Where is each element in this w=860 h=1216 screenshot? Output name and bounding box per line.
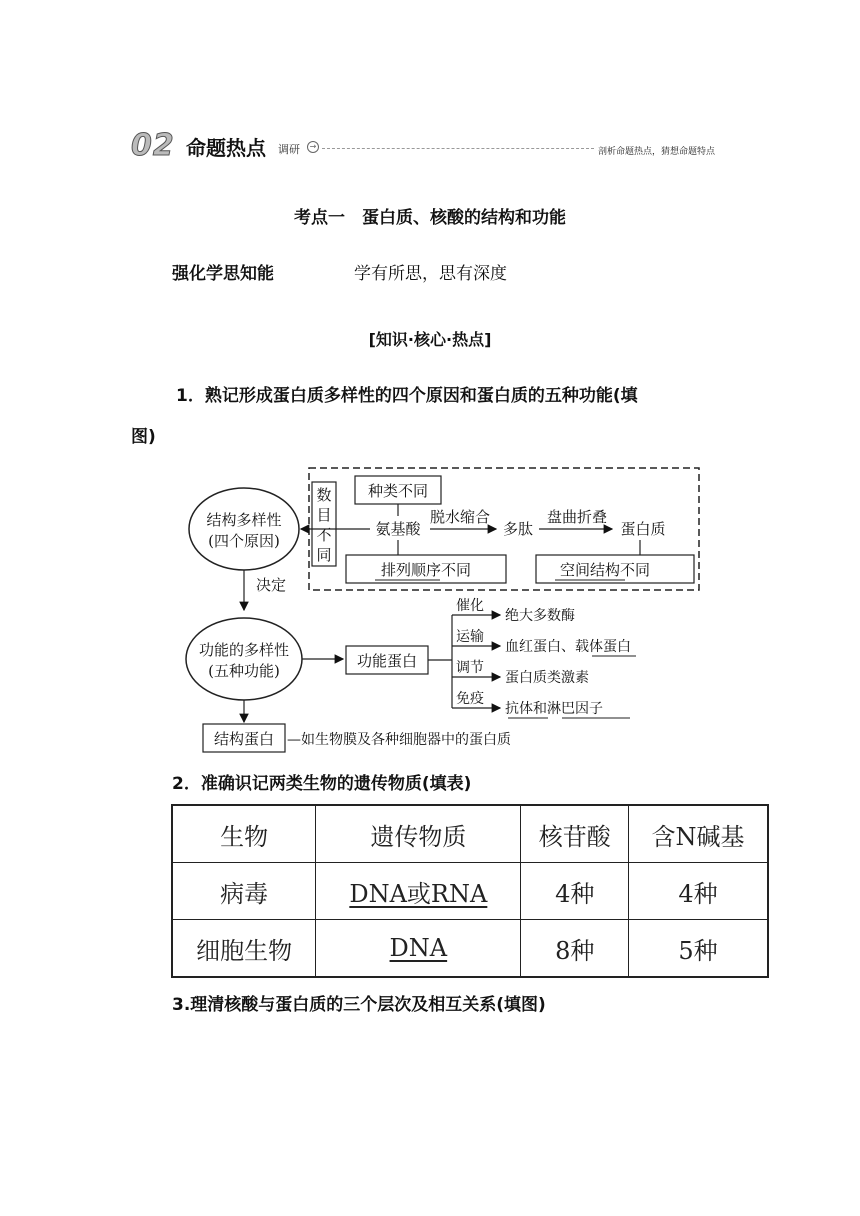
function-transport-label: 运输 xyxy=(456,629,484,645)
structure-diversity-line-1: 结构多样性 xyxy=(206,511,282,529)
table-cell: 5种 xyxy=(629,920,768,978)
banner-title: 命题热点 xyxy=(186,136,266,160)
function-catalysis-result: 绝大多数酶 xyxy=(505,608,575,624)
strength-text: 学有所思，思有深度 xyxy=(354,264,507,284)
genetic-material-table xyxy=(171,804,769,978)
table-cell: 4种 xyxy=(629,863,768,920)
number-diff-char-3: 不 xyxy=(316,526,332,544)
table-cell: 细胞生物 xyxy=(172,920,316,978)
table-row xyxy=(172,920,768,978)
table-header: 核苷酸 xyxy=(521,805,629,863)
protein-label: 蛋白质 xyxy=(620,520,666,538)
order-diff-label: 排列顺序不同 xyxy=(380,561,472,579)
function-regulation-label: 调节 xyxy=(456,660,484,676)
determines-label: 决定 xyxy=(256,576,287,594)
polypeptide-label: 多肽 xyxy=(502,520,534,538)
section-number: 02 xyxy=(131,128,175,163)
knowledge-heading: [知识·核心·热点] xyxy=(368,330,492,349)
arrow-right-icon: → xyxy=(307,141,319,153)
paragraph-1-line-1: 1．熟记形成蛋白质多样性的四个原因和蛋白质的五种功能(填 xyxy=(176,386,638,406)
structure-diversity-line-2: (四个原因) xyxy=(208,532,280,550)
paragraph-3: 3.理清核酸与蛋白质的三个层次及相互关系(填图) xyxy=(172,995,546,1015)
banner-divider xyxy=(322,148,594,149)
function-transport-result: 血红蛋白、载体蛋白 xyxy=(505,639,631,655)
banner-subtitle: 调研 xyxy=(278,143,300,156)
table-row xyxy=(172,863,768,920)
structural-protein-label: 结构蛋白 xyxy=(213,730,275,748)
structural-example: —如生物膜及各种细胞器中的蛋白质 xyxy=(287,732,511,748)
number-diff-char-2: 目 xyxy=(316,506,332,524)
banner-tagline: 剖析命题热点，猜想命题特点 xyxy=(598,147,716,157)
function-diversity-node xyxy=(186,618,302,700)
table-header: 遗传物质 xyxy=(316,805,521,863)
table-cell: DNA或RNA xyxy=(316,863,521,920)
function-regulation-result: 蛋白质类激素 xyxy=(505,670,589,686)
table-cell: 4种 xyxy=(521,863,629,920)
dehydration-label: 脱水缩合 xyxy=(429,508,491,526)
number-diff-char-4: 同 xyxy=(316,546,332,564)
protein-diversity-diagram xyxy=(0,460,860,760)
spatial-diff-label: 空间结构不同 xyxy=(559,561,651,579)
table-header-row xyxy=(172,805,768,863)
table-cell: DNA xyxy=(316,920,521,978)
table-header: 含N碱基 xyxy=(629,805,768,863)
function-catalysis-label: 催化 xyxy=(456,598,484,614)
function-immunity-result: 抗体和淋巴因子 xyxy=(505,701,603,717)
paragraph-2: 2．准确识记两类生物的遗传物质(填表) xyxy=(172,774,472,794)
number-diff-char-1: 数 xyxy=(316,486,332,504)
paragraph-1-line-2: 图) xyxy=(131,427,156,447)
table-cell: 病毒 xyxy=(172,863,316,920)
functional-protein-label: 功能蛋白 xyxy=(356,652,418,670)
folding-label: 盘曲折叠 xyxy=(546,508,608,526)
function-immunity-label: 免疫 xyxy=(456,691,484,707)
function-diversity-line-2: (五种功能) xyxy=(208,662,280,680)
function-diversity-line-1: 功能的多样性 xyxy=(198,641,290,659)
table-cell: 8种 xyxy=(521,920,629,978)
kind-diff-label: 种类不同 xyxy=(367,482,429,500)
table-header: 生物 xyxy=(172,805,316,863)
section-title: 考点一 蛋白质、核酸的结构和功能 xyxy=(294,208,566,228)
amino-acid-label: 氨基酸 xyxy=(375,520,421,538)
structure-diversity-node xyxy=(189,488,299,570)
strength-label: 强化学思知能 xyxy=(172,264,274,284)
